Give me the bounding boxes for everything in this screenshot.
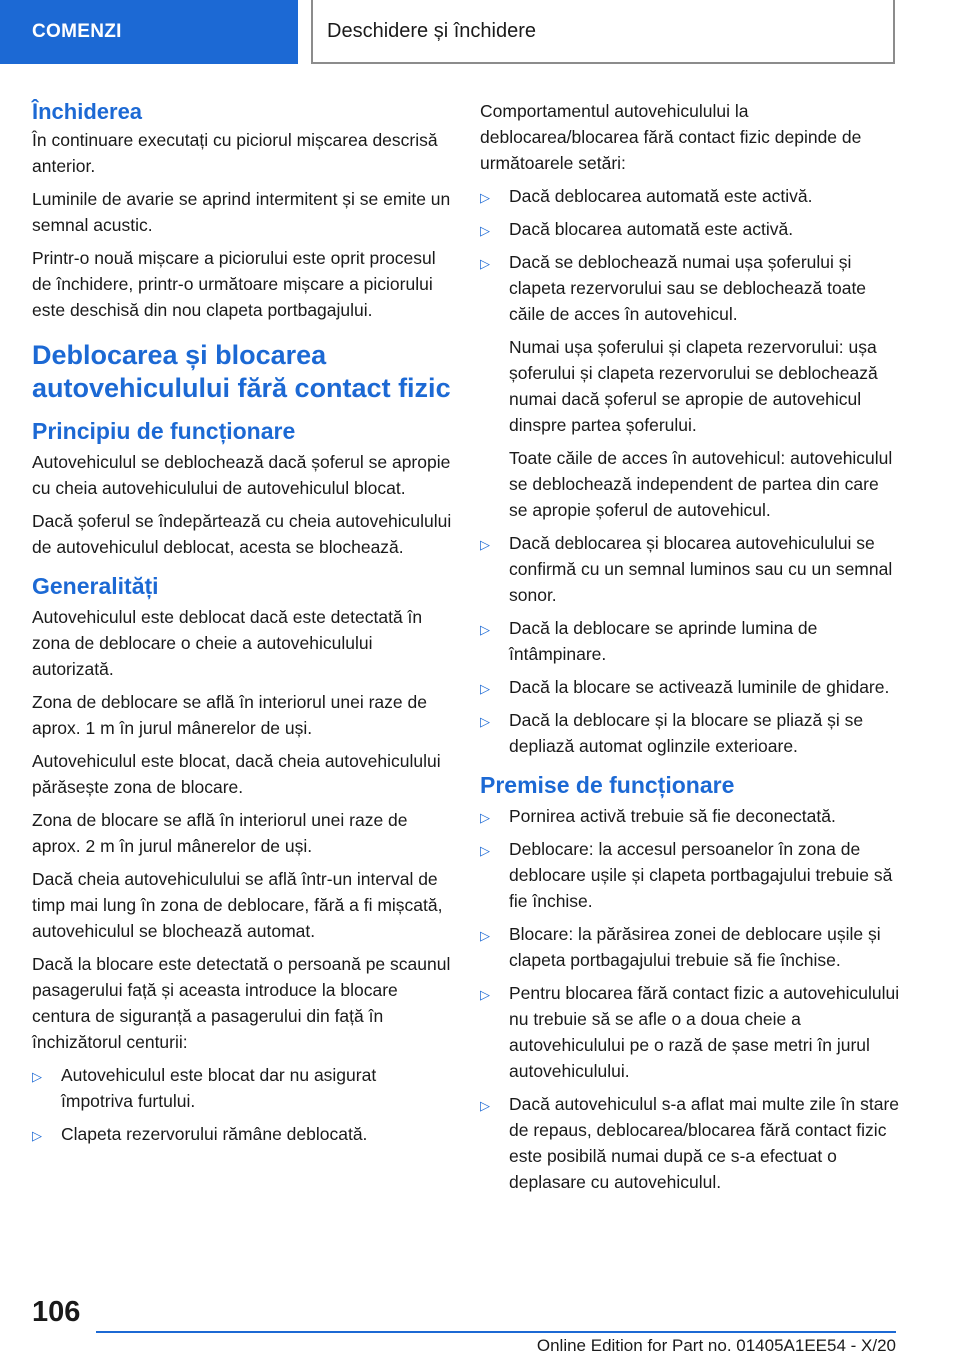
sub-paragraph: Toate căile de acces în autovehicul: autovehiculul se deblochează independent de partea din care se apropie șoferul de autovehicul. xyxy=(509,448,893,520)
list-item-text: Pentru blocarea fără contact fizic a autovehiculului nu trebuie să se afle o a doua cheie a autovehiculului pe o rază de șase metri în jurul autovehiculului. xyxy=(509,983,900,1081)
list-item xyxy=(480,921,900,973)
triangle-bullet-icon: ▷ xyxy=(480,1098,490,1113)
triangle-bullet-icon: ▷ xyxy=(480,810,490,825)
chapter-tab: COMENZI xyxy=(0,0,298,64)
bullet-list xyxy=(32,1062,452,1147)
premise-list xyxy=(480,803,900,1195)
paragraph: Autovehiculul este deblocat dacă este detectată în zona de deblocare o cheie a autovehiculului autorizată. xyxy=(32,607,423,679)
paragraph: Zona de deblocare se află în interiorul unei raze de aprox. 1 m în jurul mânerelor de uși. xyxy=(32,692,427,738)
list-item-text: Dacă deblocarea și blocarea autovehiculului se confirmă cu un semnal luminos sau cu un semnal sonor. xyxy=(509,533,893,605)
list-item-text: Dacă deblocarea automată este activă. xyxy=(509,186,813,206)
page-number: 106 xyxy=(32,1296,81,1328)
list-item xyxy=(480,216,900,242)
triangle-bullet-icon: ▷ xyxy=(480,928,490,943)
list-item xyxy=(480,707,900,759)
paragraph: Dacă la blocare este detectată o persoană pe scaunul pasagerului față și aceasta introduce la blocare centura de siguranță a pasagerului din față în închizătorul centurii: xyxy=(32,954,451,1052)
triangle-bullet-icon: ▷ xyxy=(480,223,490,238)
list-item xyxy=(480,803,900,829)
footer-edition: Online Edition for Part no. 01405A1EE54 - X/20 xyxy=(536,1336,896,1355)
list-item-text: Deblocare: la accesul persoanelor în zona de deblocare ușile și clapeta portbagajului trebuie să fie închise. xyxy=(509,839,893,911)
paragraph: Dacă șoferul se îndepărtează cu cheia autovehiculului de autovehiculul deblocat, acesta se blochează. xyxy=(32,511,452,557)
list-item xyxy=(480,615,900,667)
sub-paragraph: Numai ușa șoferului și clapeta rezervorului: ușa șoferului și clapeta rezervorului se deblochează numai dacă șoferul se apropie de autovehicul dinspre partea șoferului. xyxy=(509,337,878,435)
list-item xyxy=(480,249,900,523)
heading-generalitati: Generalități xyxy=(32,573,159,599)
list-item-text: Dacă autovehiculul s-a aflat mai multe zile în stare de repaus, deblocarea/blocarea fără contact fizic este posibilă numai după ce s-a efectuat o deplasare cu autovehiculul. xyxy=(509,1094,900,1192)
paragraph: Printr-o nouă mișcare a piciorului este oprit procesul de închidere, printr-o următoare mișcare a piciorului este deschisă din nou clapeta portbagajului. xyxy=(32,248,436,320)
paragraph: Autovehiculul se deblochează dacă șoferul se apropie cu cheia autovehiculului de autovehiculul blocat. xyxy=(32,452,451,498)
footer-divider xyxy=(96,1331,896,1333)
settings-list xyxy=(480,183,900,759)
list-item-text: Dacă se deblochează numai ușa șoferului și clapeta rezervorului sau se deblochează toate căile de acces în autovehicul. xyxy=(509,252,867,324)
triangle-bullet-icon: ▷ xyxy=(480,843,490,858)
heading-premise: Premise de funcționare xyxy=(480,772,735,798)
triangle-bullet-icon: ▷ xyxy=(480,622,490,637)
list-item xyxy=(32,1062,452,1114)
triangle-bullet-icon: ▷ xyxy=(480,681,490,696)
paragraph: Comportamentul autovehiculului la deblocarea/blocarea fără contact fizic depinde de următoarele setări: xyxy=(480,101,862,173)
paragraph: În continuare executați cu piciorul mișcarea descrisă anterior. xyxy=(32,130,438,176)
heading-principiu: Principiu de funcționare xyxy=(32,418,296,444)
list-item-text: Dacă la deblocare se aprinde lumina de întâmpinare. xyxy=(509,618,818,664)
left-column xyxy=(32,98,452,1154)
list-item xyxy=(32,1121,452,1147)
triangle-bullet-icon: ▷ xyxy=(480,537,490,552)
triangle-bullet-icon: ▷ xyxy=(32,1069,42,1084)
list-item-text: Blocare: la părăsirea zonei de deblocare ușile și clapeta portbagajului trebuie să fie închise. xyxy=(509,924,881,970)
heading-deblocarea-blocarea: Deblocarea și blocarea autovehiculului fără contact fizic xyxy=(32,340,451,403)
section-title: Deschidere și închidere xyxy=(311,0,895,64)
list-item-text: Clapeta rezervorului rămâne deblocată. xyxy=(61,1124,368,1144)
right-column xyxy=(480,98,900,1202)
list-item-text: Pornirea activă trebuie să fie deconectată. xyxy=(509,806,836,826)
paragraph: Autovehiculul este blocat, dacă cheia autovehiculului părăsește zona de blocare. xyxy=(32,751,441,797)
list-item xyxy=(480,836,900,914)
list-item-text: Dacă blocarea automată este activă. xyxy=(509,219,794,239)
triangle-bullet-icon: ▷ xyxy=(480,256,490,271)
heading-inchiderea: Închiderea xyxy=(32,99,143,124)
list-item-text: Autovehiculul este blocat dar nu asigurat împotriva furtului. xyxy=(61,1065,377,1111)
list-item xyxy=(480,530,900,608)
paragraph: Luminile de avarie se aprind intermitent și se emite un semnal acustic. xyxy=(32,189,451,235)
triangle-bullet-icon: ▷ xyxy=(32,1128,42,1143)
paragraph: Dacă cheia autovehiculului se află într-un interval de timp mai lung în zona de deblocare, fără a fi mișcată, autovehiculul se blochează automat. xyxy=(32,869,443,941)
list-item xyxy=(480,1091,900,1195)
list-item xyxy=(480,980,900,1084)
list-item-text: Dacă la blocare se activează luminile de ghidare. xyxy=(509,677,890,697)
paragraph: Zona de blocare se află în interiorul unei raze de aprox. 2 m în jurul mânerelor de uși. xyxy=(32,810,408,856)
list-item xyxy=(480,674,900,700)
triangle-bullet-icon: ▷ xyxy=(480,714,490,729)
list-item xyxy=(480,183,900,209)
triangle-bullet-icon: ▷ xyxy=(480,987,490,1002)
list-item-text: Dacă la deblocare și la blocare se pliază și se depliază automat oglinzile exterioare. xyxy=(509,710,864,756)
triangle-bullet-icon: ▷ xyxy=(480,190,490,205)
